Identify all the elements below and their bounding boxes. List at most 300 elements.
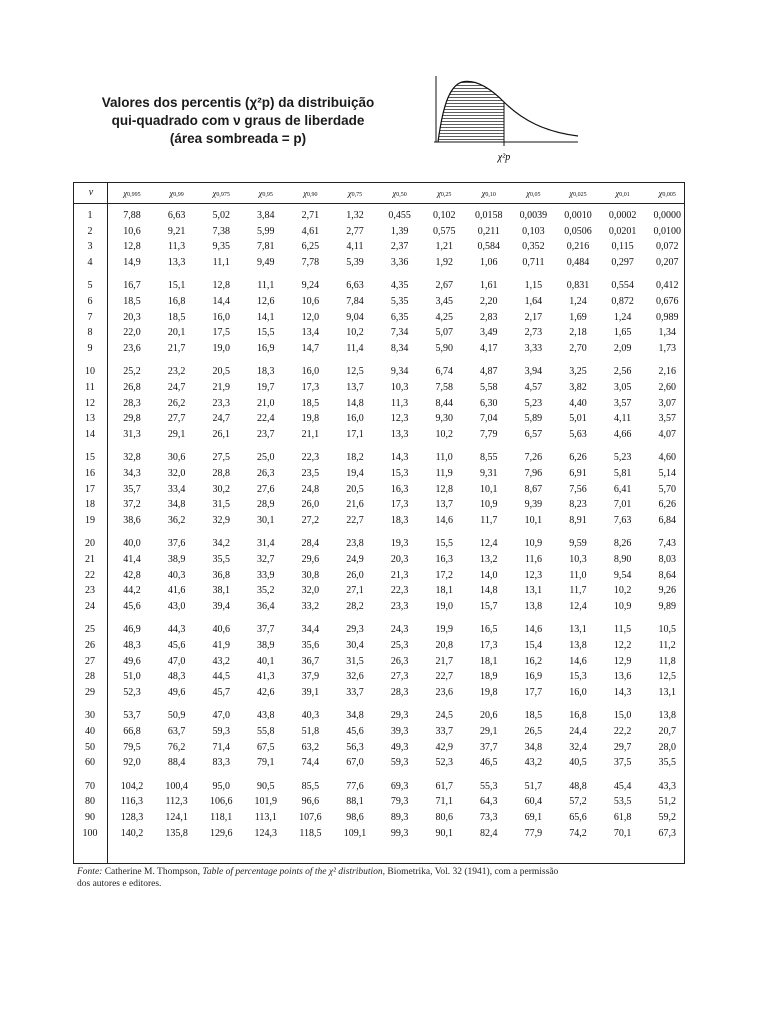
table-cell: 36,8	[212, 569, 230, 581]
source-line-2: dos autores e editores.	[77, 879, 162, 889]
row-nu: 16	[85, 468, 95, 479]
table-cell: 4,40	[569, 397, 587, 409]
table-cell: 14,6	[435, 514, 453, 526]
table-cell: 12,2	[613, 640, 632, 651]
table-cell: 3,05	[613, 382, 632, 393]
table-cell: 21,7	[167, 342, 186, 354]
table-cell: 17,3	[301, 382, 320, 393]
table-cell: 10,3	[569, 554, 587, 565]
table-cell: 4,17	[480, 342, 498, 354]
table-cell: 31,5	[212, 499, 230, 511]
table-cell: 4,11	[614, 413, 632, 425]
table-cell: 6,26	[658, 499, 676, 511]
table-cell: 3,94	[524, 366, 543, 378]
table-cell: 0,455	[388, 210, 411, 221]
row-nu: 80	[85, 796, 95, 808]
table-cell: 15,4	[524, 640, 543, 651]
table-cell: 18,3	[257, 366, 275, 378]
header-cell: χ0,50	[392, 188, 407, 198]
table-cell: 30,2	[212, 483, 230, 495]
table-cell: 64,3	[480, 796, 498, 808]
table-cell: 12,6	[257, 296, 275, 307]
row-nu: 40	[85, 726, 95, 737]
table-cell: 37,6	[167, 538, 186, 550]
table-cell: 23,3	[212, 397, 230, 409]
table-cell: 13,7	[435, 499, 453, 511]
table-cell: 14,8	[346, 397, 364, 409]
table-cell: 9,04	[346, 311, 364, 323]
table-cell: 45,6	[346, 726, 364, 737]
table-cell: 13,8	[658, 710, 676, 722]
table-cell: 5,70	[658, 483, 676, 495]
table-cell: 40,6	[212, 624, 230, 636]
source-work: Table of percentage points of the χ² distribution,	[202, 867, 386, 877]
table-cell: 26,5	[524, 726, 543, 737]
table-cell: 4,35	[390, 280, 409, 292]
row-nu: 22	[85, 569, 95, 581]
source-author: Catherine M. Thompson,	[104, 867, 201, 877]
table-cell: 40,0	[123, 538, 141, 550]
table-cell: 8,23	[569, 499, 587, 511]
table-cell: 9,31	[480, 468, 498, 479]
table-cell: 4,25	[435, 311, 453, 323]
table-cell: 124,3	[254, 827, 278, 839]
table-cell: 12,8	[212, 280, 230, 292]
table-cell: 42,8	[123, 569, 141, 581]
row-nu: 14	[85, 428, 95, 440]
row-nu: 7	[87, 311, 93, 323]
table-cell: 52,3	[123, 686, 141, 698]
table-cell: 26,3	[390, 655, 409, 667]
table-cell: 15,3	[569, 671, 587, 683]
table-cell: 43,2	[212, 655, 230, 667]
table-cell: 0,207	[655, 256, 679, 268]
table-cell: 14,6	[569, 655, 587, 667]
table-cell: 10,1	[524, 514, 543, 526]
table-cell: 48,8	[569, 780, 587, 792]
table-cell: 28,2	[346, 600, 364, 612]
table-cell: 26,2	[167, 397, 186, 409]
header-rule	[74, 203, 684, 204]
table-cell: 5,23	[613, 452, 632, 464]
table-cell: 37,7	[480, 741, 498, 753]
table-cell: 29,1	[480, 726, 498, 737]
table-cell: 34,8	[346, 710, 364, 722]
table-cell: 30,4	[346, 640, 364, 651]
table-cell: 23,7	[257, 428, 275, 440]
table-cell: 129,6	[209, 827, 233, 839]
table-cell: 1,24	[569, 296, 587, 307]
table-cell: 71,4	[212, 741, 230, 753]
table-cell: 4,57	[524, 382, 543, 393]
table-cell: 10,9	[480, 499, 498, 511]
table-cell: 17,1	[346, 428, 364, 440]
table-cell: 14,1	[257, 311, 275, 323]
table-cell: 107,6	[299, 812, 322, 823]
table-cell: 14,8	[480, 585, 498, 597]
table-cell: 32,9	[212, 514, 230, 526]
table-cell: 12,3	[524, 569, 543, 581]
table-cell: 43,2	[524, 757, 543, 769]
table-cell: 18,2	[346, 452, 364, 464]
table-cell: 37,9	[301, 671, 320, 683]
table-cell: 0,115	[611, 241, 634, 253]
table-cell: 0,102	[432, 210, 456, 221]
table-cell: 41,6	[167, 585, 186, 597]
table-cell: 34,2	[212, 538, 230, 550]
table-cell: 34,8	[167, 499, 186, 511]
table-cell: 0,484	[566, 256, 590, 268]
row-nu: 12	[85, 397, 95, 409]
table-cell: 10,5	[658, 624, 676, 636]
table-cell: 7,04	[480, 413, 498, 425]
table-cell: 15,7	[480, 600, 498, 612]
table-cell: 7,56	[569, 483, 587, 495]
table-cell: 11,7	[569, 585, 587, 597]
table-cell: 49,6	[167, 686, 186, 698]
table-cell: 15,3	[390, 468, 409, 479]
row-nu: 21	[85, 554, 95, 565]
table-cell: 3,57	[613, 397, 632, 409]
table-cell: 16,5	[480, 624, 498, 636]
table-cell: 45,7	[212, 686, 230, 698]
table-cell: 66,8	[123, 726, 141, 737]
table-cell: 25,3	[390, 640, 409, 651]
table-cell: 45,6	[123, 600, 141, 612]
table-cell: 5,02	[212, 210, 230, 221]
table-cell: 16,9	[257, 342, 275, 354]
table-cell: 5,07	[435, 327, 453, 339]
table-cell: 7,63	[613, 514, 632, 526]
table-cell: 9,34	[390, 366, 409, 378]
table-cell: 25,0	[257, 452, 275, 464]
table-cell: 27,3	[390, 671, 409, 683]
table-cell: 41,4	[123, 554, 141, 565]
table-cell: 19,9	[435, 624, 453, 636]
table-cell: 35,5	[658, 757, 676, 769]
table-cell: 23,8	[346, 538, 364, 550]
row-nu: 24	[85, 600, 95, 612]
table-cell: 2,70	[569, 342, 587, 354]
table-cell: 118,5	[299, 827, 322, 839]
table-cell: 5,99	[257, 225, 275, 237]
table-cell: 7,34	[390, 327, 409, 339]
table-cell: 3,25	[569, 366, 587, 378]
table-cell: 33,4	[167, 483, 186, 495]
table-cell: 27,5	[212, 452, 230, 464]
table-cell: 7,43	[658, 538, 676, 550]
table-cell: 5,58	[480, 382, 498, 393]
table-cell: 6,84	[658, 514, 676, 526]
table-cell: 4,61	[301, 225, 320, 237]
table-cell: 47,0	[212, 710, 230, 722]
table-cell: 36,4	[257, 600, 275, 612]
table-cell: 8,26	[613, 538, 632, 550]
table-cell: 9,39	[524, 499, 543, 511]
table-cell: 1,92	[435, 256, 453, 268]
table-cell: 4,11	[346, 241, 364, 253]
table-cell: 22,7	[346, 514, 364, 526]
table-cell: 27,1	[346, 585, 364, 597]
table-cell: 13,6	[613, 671, 632, 683]
percentile-label: χ²p	[497, 152, 511, 163]
table-cell: 21,1	[301, 428, 320, 440]
source-note	[77, 866, 677, 890]
table-cell: 16,3	[390, 483, 409, 495]
table-cell: 0,711	[522, 256, 545, 268]
header-cell: χ0,005	[658, 188, 676, 198]
table-cell: 5,81	[613, 468, 632, 479]
table-cell: 67,0	[346, 757, 364, 769]
row-nu: 8	[87, 327, 93, 339]
table-cell: 90,5	[257, 780, 275, 792]
table-cell: 0,872	[611, 296, 634, 307]
table-cell: 0,412	[655, 280, 679, 292]
row-nu: 20	[85, 538, 95, 550]
table-cell: 10,2	[346, 327, 364, 339]
table-cell: 39,3	[390, 726, 409, 737]
table-cell: 82,4	[480, 827, 498, 839]
table-cell: 9,30	[435, 413, 453, 425]
table-cell: 61,7	[435, 780, 453, 792]
row-nu: 30	[85, 710, 95, 722]
table-cell: 14,3	[613, 686, 632, 698]
table-cell: 12,8	[435, 483, 453, 495]
row-nu: 4	[87, 256, 93, 268]
table-cell: 101,9	[254, 796, 278, 808]
table-cell: 11,3	[168, 241, 186, 253]
table-cell: 33,9	[257, 569, 275, 581]
table-cell: 38,1	[212, 585, 230, 597]
table-cell: 140,2	[120, 827, 144, 839]
table-cell: 10,2	[613, 585, 632, 597]
table-cell: 27,6	[257, 483, 275, 495]
table-cell: 12,5	[658, 671, 676, 683]
table-cell: 23,6	[435, 686, 453, 698]
table-cell: 30,1	[257, 514, 275, 526]
table-cell: 3,33	[524, 342, 543, 354]
table-cell: 59,3	[212, 726, 230, 737]
table-cell: 98,6	[346, 812, 364, 823]
table-cell: 9,35	[212, 241, 230, 253]
table-cell: 95,0	[212, 780, 230, 792]
row-nu: 2	[87, 225, 93, 237]
table-cell: 19,0	[435, 600, 453, 612]
table-cell: 24,7	[212, 413, 230, 425]
header-cell: χ0,95	[258, 188, 273, 198]
title-line-1: Valores dos percentis (χ²p) da distribuição	[101, 95, 375, 110]
table-cell: 36,2	[167, 514, 186, 526]
table-cell: 1,15	[524, 280, 543, 292]
table-cell: 14,3	[390, 452, 409, 464]
table-cell: 24,7	[167, 382, 186, 393]
table-cell: 8,55	[480, 452, 498, 464]
row-nu: 70	[85, 780, 95, 792]
row-nu: 1	[87, 210, 93, 221]
table-cell: 31,3	[123, 428, 141, 440]
row-nu: 18	[85, 499, 95, 511]
table-cell: 22,0	[123, 327, 141, 339]
table-cell: 104,2	[120, 780, 144, 792]
table-cell: 12,9	[613, 655, 632, 667]
table-cell: 7,79	[480, 428, 498, 440]
table-cell: 11,6	[524, 554, 542, 565]
table-cell: 12,3	[390, 413, 409, 425]
table-cell: 63,7	[167, 726, 186, 737]
row-nu: 5	[87, 280, 93, 292]
table-cell: 11,1	[257, 280, 275, 292]
table-cell: 10,9	[524, 538, 543, 550]
table-cell: 1,69	[569, 311, 587, 323]
table-cell: 0,0100	[653, 225, 681, 237]
shaded-area	[438, 81, 504, 142]
table-cell: 23,3	[390, 600, 409, 612]
table-cell: 61,8	[613, 812, 632, 823]
table-cell: 9,24	[301, 280, 320, 292]
table-cell: 29,3	[346, 624, 364, 636]
table-cell: 24,5	[435, 710, 453, 722]
table-cell: 63,2	[301, 741, 320, 753]
table-cell: 7,96	[524, 468, 543, 479]
table-cell: 46,5	[480, 757, 498, 769]
table-cell: 29,8	[123, 413, 141, 425]
table-cell: 3,49	[480, 327, 498, 339]
table-cell: 5,14	[658, 468, 676, 479]
table-cell: 43,3	[658, 780, 676, 792]
table-cell: 7,81	[257, 241, 275, 253]
table-cell: 7,84	[346, 296, 364, 307]
table-cell: 7,26	[524, 452, 543, 464]
table-cell: 9,26	[658, 585, 676, 597]
table-cell: 18,5	[524, 710, 543, 722]
table-cell: 0,352	[522, 241, 545, 253]
table-cell: 24,8	[301, 483, 320, 495]
table-cell: 2,56	[613, 366, 632, 378]
table-cell: 89,3	[390, 812, 409, 823]
table-cell: 2,73	[524, 327, 543, 339]
table-cell: 49,3	[390, 741, 409, 753]
table-cell: 46,9	[123, 624, 141, 636]
table-cell: 76,2	[167, 741, 186, 753]
table-cell: 7,58	[435, 382, 453, 393]
table-cell: 6,63	[346, 280, 364, 292]
table-cell: 7,01	[613, 499, 632, 511]
table-cell: 13,4	[301, 327, 320, 339]
table-cell: 27,2	[301, 514, 320, 526]
table-cell: 73,3	[480, 812, 498, 823]
table-cell: 15,5	[435, 538, 453, 550]
table-cell: 11,3	[391, 397, 409, 409]
table-cell: 14,6	[524, 624, 543, 636]
table-cell: 10,6	[301, 296, 320, 307]
table-cell: 8,44	[435, 397, 453, 409]
table-cell: 32,7	[257, 554, 275, 565]
table-cell: 16,3	[435, 554, 453, 565]
table-cell: 15,0	[613, 710, 632, 722]
table-cell: 37,5	[613, 757, 632, 769]
row-nu: 27	[85, 655, 95, 667]
table-cell: 85,5	[301, 780, 320, 792]
table-cell: 28,8	[212, 468, 230, 479]
table-cell: 40,1	[257, 655, 275, 667]
row-nu: 29	[85, 686, 95, 698]
table-cell: 32,8	[123, 452, 141, 464]
table-cell: 67,3	[658, 827, 676, 839]
table-cell: 17,3	[480, 640, 498, 651]
table-cell: 79,5	[123, 741, 141, 753]
table-cell: 2,67	[435, 280, 453, 292]
row-nu: 50	[85, 741, 95, 753]
table-cell: 2,18	[569, 327, 587, 339]
table-cell: 79,3	[390, 796, 409, 808]
table-cell: 113,1	[254, 812, 277, 823]
table-cell: 7,78	[301, 256, 320, 268]
table-cell: 90,1	[435, 827, 453, 839]
table-cell: 29,3	[390, 710, 409, 722]
table-cell: 14,4	[212, 296, 230, 307]
table-cell: 23,5	[301, 468, 320, 479]
table-cell: 34,3	[123, 468, 141, 479]
table-cell: 19,3	[390, 538, 409, 550]
table-cell: 11,0	[435, 452, 453, 464]
table-cell: 0,0506	[564, 225, 592, 237]
table-cell: 6,35	[390, 311, 409, 323]
table-cell: 77,6	[346, 780, 364, 792]
table-cell: 4,07	[658, 428, 676, 440]
table-cell: 29,7	[613, 741, 632, 753]
table-cell: 118,1	[210, 812, 233, 823]
table-cell: 20,5	[346, 483, 364, 495]
table-cell: 0,0039	[519, 210, 548, 221]
row-nu: 26	[85, 640, 95, 651]
table-cell: 2,60	[658, 382, 676, 393]
table-cell: 11,9	[435, 468, 453, 479]
table-cell: 6,91	[569, 468, 587, 479]
row-nu: 28	[85, 671, 95, 683]
table-cell: 1,73	[658, 342, 676, 354]
source-label: Fonte:	[77, 867, 103, 877]
table-cell: 14,0	[480, 569, 498, 581]
table-cell: 3,84	[257, 210, 275, 221]
table-cell: 10,1	[480, 483, 498, 495]
chi-square-curve-illustration	[430, 72, 580, 168]
table-cell: 53,7	[123, 710, 141, 722]
table-cell: 31,4	[257, 538, 275, 550]
table-cell: 7,38	[212, 225, 230, 237]
table-cell: 112,3	[165, 796, 188, 808]
table-cell: 2,83	[480, 311, 498, 323]
table-cell: 28,3	[390, 686, 409, 698]
row-nu: 6	[87, 296, 93, 307]
table-cell: 33,7	[435, 726, 453, 737]
table-cell: 1,24	[613, 311, 632, 323]
row-nu: 100	[82, 827, 98, 839]
table-cell: 37,2	[123, 499, 141, 511]
table-cell: 44,5	[212, 671, 230, 683]
table-cell: 3,82	[569, 382, 587, 393]
table-cell: 3,45	[435, 296, 453, 307]
table-cell: 11,0	[569, 569, 587, 581]
table-cell: 9,54	[613, 569, 632, 581]
table-cell: 16,8	[167, 296, 186, 307]
table-cell: 11,1	[212, 256, 230, 268]
table-cell: 52,3	[435, 757, 453, 769]
header-cell: χ0,10	[481, 188, 496, 198]
table-cell: 8,34	[390, 342, 409, 354]
table-cell: 11,5	[614, 624, 632, 636]
table-cell: 25,2	[123, 366, 141, 378]
table-cell: 80,6	[435, 812, 453, 823]
